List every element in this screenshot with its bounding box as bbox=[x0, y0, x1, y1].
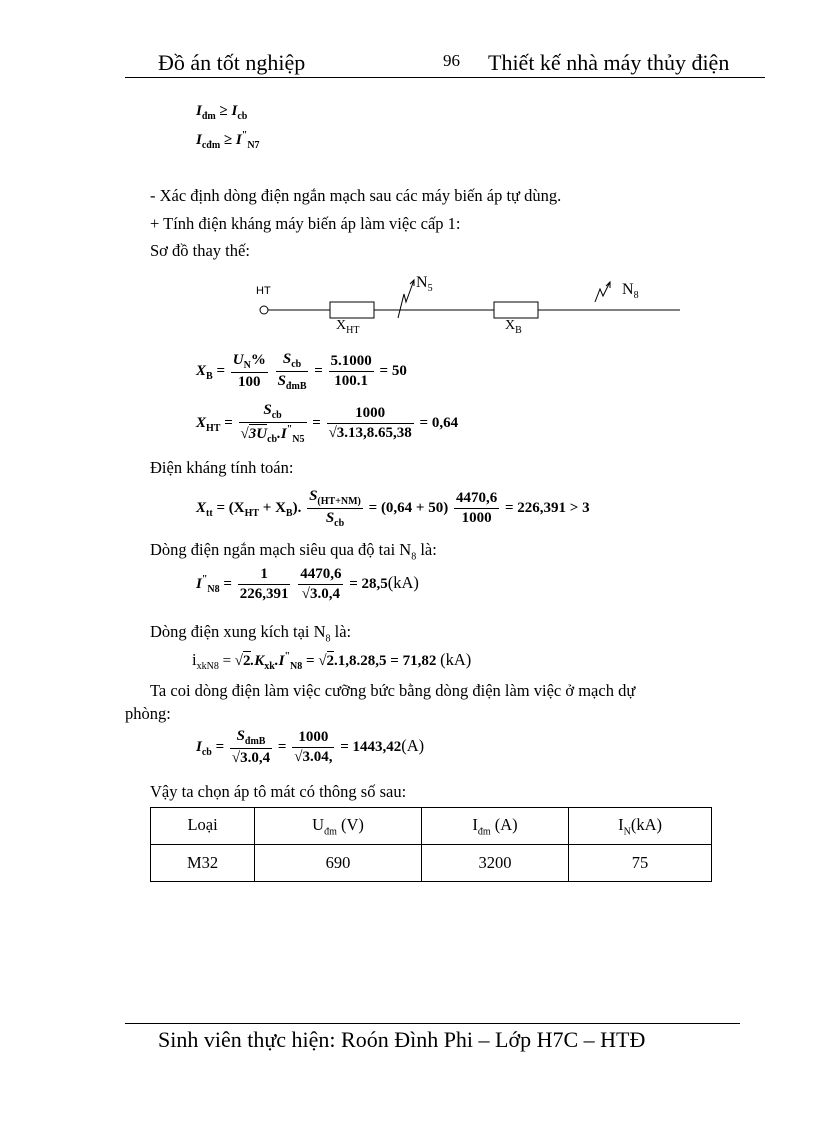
footer-rule bbox=[125, 1023, 740, 1024]
x-b-label: $X_B$ bbox=[505, 318, 522, 336]
footer-text: Sinh viên thực hiện: Roón Đình Phi – Lớp H7C – HTĐ bbox=[158, 1027, 646, 1052]
table-cell: M32 bbox=[151, 845, 255, 882]
spec-table bbox=[150, 807, 712, 882]
fault-n5-arrow bbox=[398, 280, 414, 318]
table-header-cell: Loại bbox=[151, 808, 255, 845]
equation-xht: $X_{HT}$ = $\frac{S_{cb}}{√3U_{cb}.I^"_{N5}}$ = $\frac{1000}{√3.13,8.65,38}$ = 0,64 bbox=[196, 402, 459, 445]
label-calc: Điện kháng tính toán: bbox=[150, 458, 294, 477]
para-line-1: Ta coi dòng điện làm việc cưỡng bức bằng dòng điện làm việc ở mạch dự bbox=[150, 681, 636, 700]
table-header-cell: $I_N(kA)$ bbox=[569, 808, 712, 845]
intro-line-2: + Tính điện kháng máy biến áp làm việc cấp 1: bbox=[150, 214, 461, 233]
condition-1: $I_{đm} \ge I_{cb}$ bbox=[196, 103, 248, 122]
intro-line-1: - Xác định dòng điện ngắn mạch sau các máy biến áp tự dùng. bbox=[150, 186, 562, 205]
intro-line-3: Sơ đồ thay thế: bbox=[150, 241, 250, 260]
equation-in8: $I^"_{N8}$ = $\frac{1}{226,391}$ $\frac{4470,6}{√3.0,4}$ = 28,5(kA) bbox=[196, 566, 419, 602]
fault-n8-label: $N_8$ bbox=[622, 281, 639, 302]
circuit-diagram-svg bbox=[0, 0, 816, 360]
label-choose: Vậy ta chọn áp tô mát có thông số sau: bbox=[150, 782, 407, 801]
para-line-2: phòng: bbox=[125, 704, 171, 723]
equation-ixk: $i_{xkN8} = √2.K_{xk}.I^"_{N8} = √2.1,8.28,5 = 71,82$ (kA) bbox=[192, 650, 472, 672]
equation-xb: $X_B$ = $\frac{U_N\%}{100}$ $\frac{S_{cb}}{S_{đmB}}$ = $\frac{5.1000}{100.1}$ = 50 bbox=[196, 351, 407, 392]
x-b-resistor bbox=[494, 302, 538, 318]
equation-icb: $I_{cb}$ = $\frac{S_{đmB}}{√3.0,4}$ = $\frac{1000}{√3.04,}$ = 1443,42(A) bbox=[196, 728, 425, 766]
equation-xtt: $X_{tt} = (X_{HT} + X_B)$. $\frac{S_{(HT+NM)}}{S_{cb}}$ = (0,64 + 50) $\frac{4470,6}{1000}$ = 226,391 > 3 bbox=[196, 488, 590, 529]
header-left: Đồ án tốt nghiệp bbox=[158, 50, 306, 75]
table-cell: 75 bbox=[569, 845, 712, 882]
fault-n5-label: $N_5$ bbox=[416, 274, 433, 295]
table-cell: 690 bbox=[255, 845, 422, 882]
page-number: 96 bbox=[443, 51, 460, 70]
fault-n8-arrow bbox=[595, 282, 610, 302]
label-impulse: Dòng điện xung kích tại $N_8$ là: bbox=[150, 622, 352, 645]
header-right: Thiết kế nhà máy thủy điện bbox=[488, 50, 730, 75]
x-ht-label: $X_{HT}$ bbox=[336, 318, 360, 336]
table-header-cell: $U_{đm}$ (V) bbox=[255, 808, 422, 845]
table-header-row bbox=[151, 808, 712, 845]
source-node bbox=[260, 306, 268, 314]
source-label: HT bbox=[256, 285, 271, 297]
condition-2: $I_{cđm} \ge I^"_{N7}$ bbox=[196, 130, 260, 151]
table-row bbox=[151, 845, 712, 882]
label-super-transient: Dòng điện ngắn mạch siêu qua độ tai $N_8$ là: bbox=[150, 540, 437, 563]
table-cell: 3200 bbox=[421, 845, 568, 882]
x-ht-resistor bbox=[330, 302, 374, 318]
table-header-cell: $I_{đm}$ (A) bbox=[421, 808, 568, 845]
